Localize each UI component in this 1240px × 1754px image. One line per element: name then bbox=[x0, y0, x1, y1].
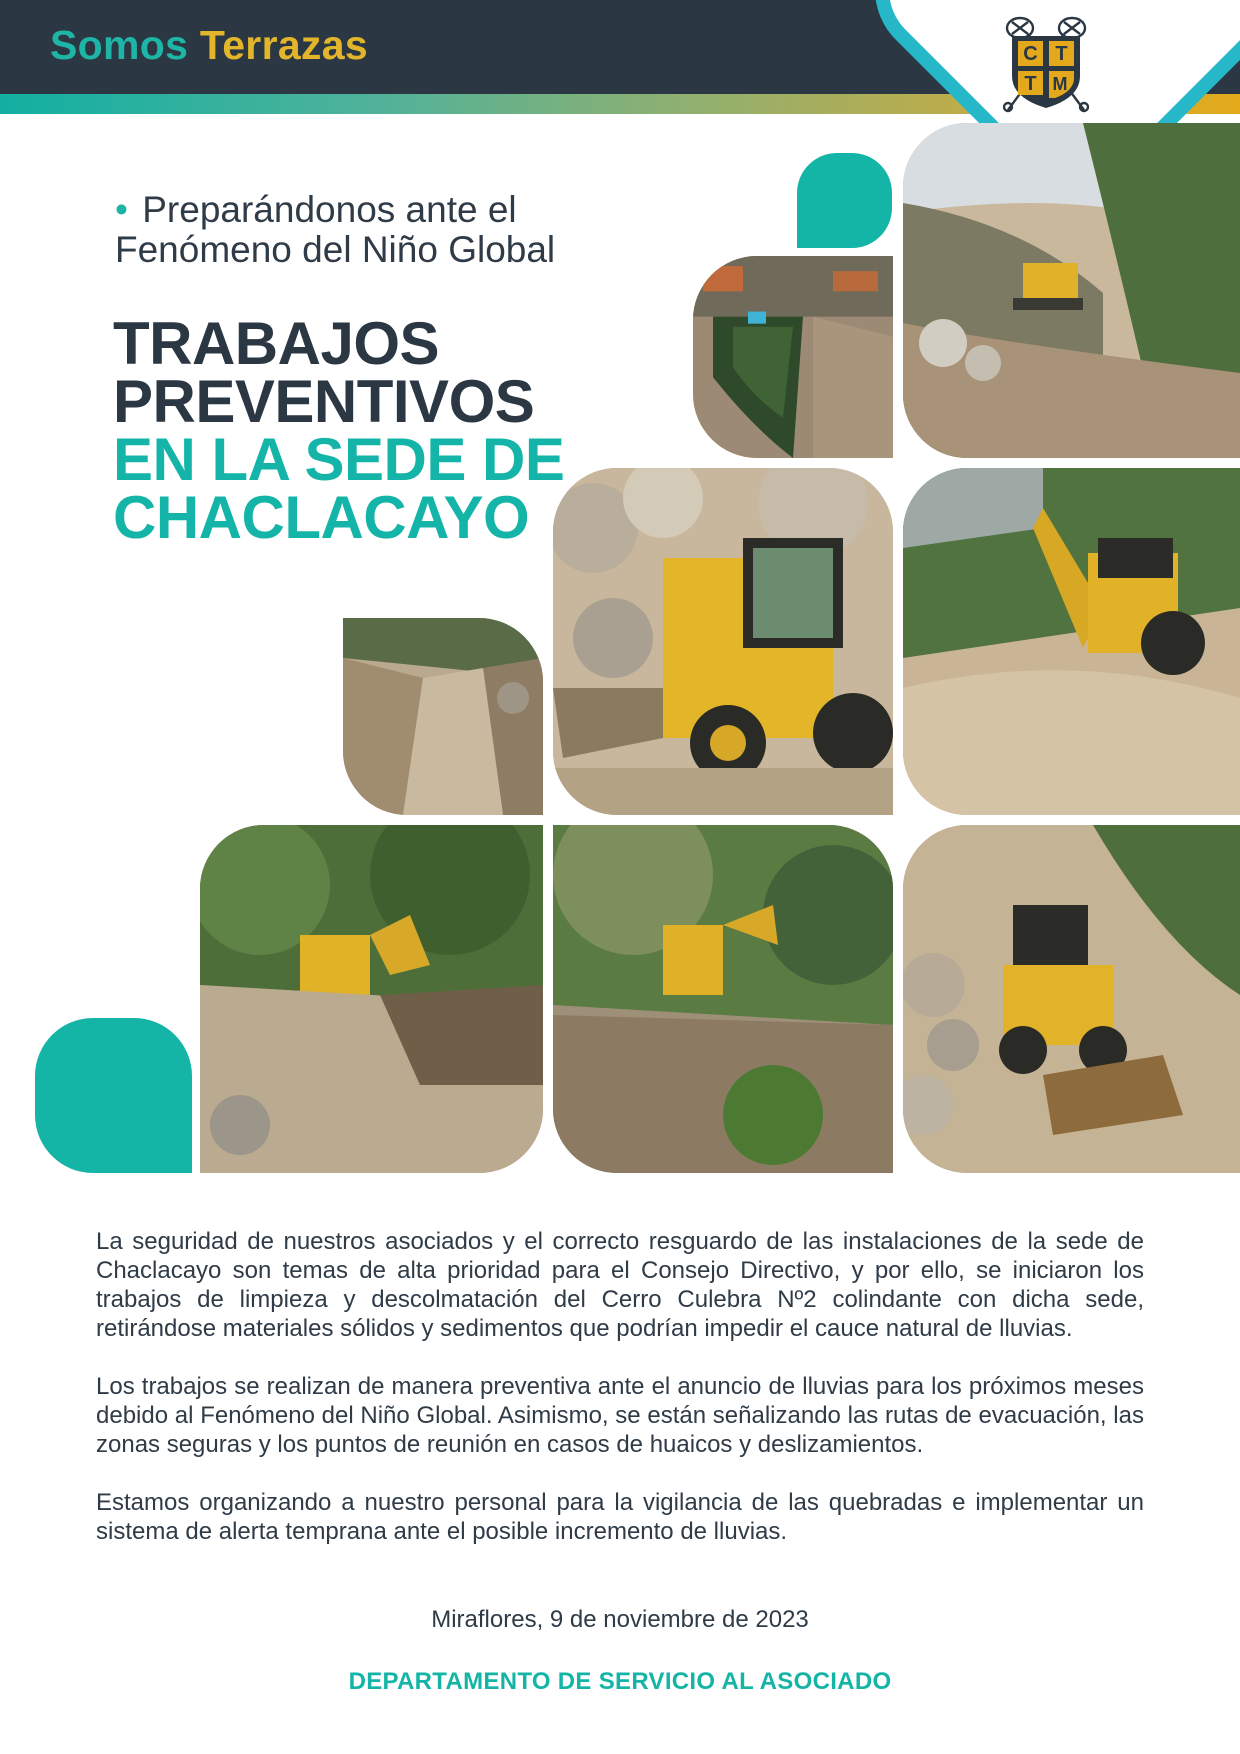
title-line-2: PREVENTIVOS bbox=[113, 368, 535, 435]
body-paragraph-3: Estamos organizando a nuestro personal para la vigilancia de las quebradas e implementar un sistema de alerta temprana ante el posible incremento de lluvias. bbox=[96, 1489, 1144, 1545]
teal-accent-shape-left bbox=[35, 1018, 192, 1173]
photo-cat-loader-slope bbox=[903, 825, 1240, 1173]
body-paragraph-1: La seguridad de nuestros asociados y el correcto resguardo de las instalaciones de la sede de Chaclacayo son temas de alta prioridad para el Consejo Directivo, y por ello, se iniciaron los trabajos de limpieza y descolmatación del Cerro Culebra Nº2 colindante con dicha sede, retirándose materiales sólidos y sedimentos que podrían impedir el cauce natural de lluvias. bbox=[96, 1228, 1144, 1342]
brand-name bbox=[50, 22, 368, 69]
kicker-text bbox=[115, 190, 675, 270]
logo-letter-1: C bbox=[1023, 43, 1038, 65]
article-body bbox=[96, 1227, 1144, 1575]
title-line-3: EN LA SEDE DE bbox=[113, 426, 565, 493]
photo-dry-ravine bbox=[343, 618, 543, 815]
brand-name-part2: Terrazas bbox=[199, 22, 368, 68]
department-signature: DEPARTAMENTO DE SERVICIO AL ASOCIADO bbox=[348, 1668, 892, 1695]
photo-backhoe-boulders bbox=[553, 468, 893, 815]
photo-loader-hillside bbox=[903, 123, 1240, 458]
photo-backhoe-vegetation bbox=[553, 825, 893, 1173]
logo-letter-4: M bbox=[1052, 74, 1068, 94]
title-line-4: CHACLACAYO bbox=[113, 484, 530, 551]
club-logo bbox=[998, 14, 1094, 114]
photo-aerial-site bbox=[693, 256, 893, 458]
title-line-1: TRABAJOS bbox=[113, 310, 440, 377]
brand-name-part1: Somos bbox=[50, 22, 189, 68]
teal-accent-shape-top bbox=[797, 153, 892, 248]
photo-backhoe-brush bbox=[200, 825, 543, 1173]
photo-backhoe-digging bbox=[903, 468, 1240, 815]
body-paragraph-2: Los trabajos se realizan de manera preventiva ante el anuncio de lluvias para los próximos meses debido al Fenómeno del Niño Global. Asimismo, se están señalizando las rutas de evacuación, las zonas seguras y los puntos de reunión en casos de huaicos y deslizamientos. bbox=[96, 1373, 1144, 1458]
kicker-label: Preparándonos ante el Fenómeno del Niño Global bbox=[115, 189, 556, 270]
logo-letter-2: T bbox=[1055, 43, 1068, 65]
logo-letter-3: T bbox=[1024, 73, 1037, 95]
publication-date: Miraflores, 9 de noviembre de 2023 bbox=[431, 1606, 809, 1633]
bullet-icon: • bbox=[115, 189, 128, 230]
